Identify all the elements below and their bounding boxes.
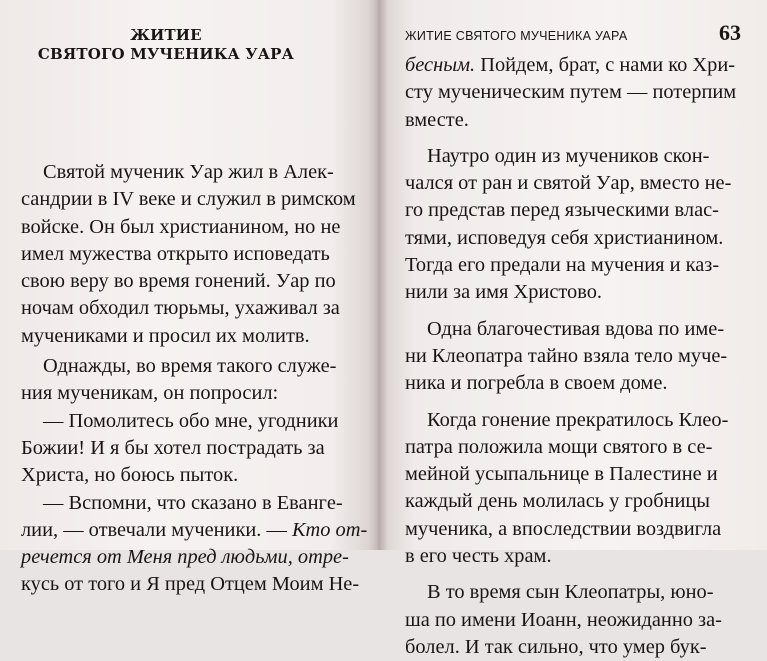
text-line — [405, 52, 745, 79]
text-line: сандрии в IV веке и служил в римском — [21, 188, 356, 211]
text-line: Одна благочестивая вдова по име- — [427, 317, 725, 340]
text-line: Наутро один из мучеников скон- — [427, 144, 710, 167]
right-page — [375, 0, 767, 658]
text-line: ния мученикам, он попросил: — [21, 382, 279, 405]
text-line: мученика, а впоследствии воздвигла — [405, 517, 722, 540]
text-line: Когда гонение прекратилось Клео- — [427, 408, 729, 431]
text-line: патра положила мощи святого в се- — [405, 435, 713, 458]
text-line: Тогда его предали на мучения и каз- — [405, 254, 720, 277]
text-line: мучениками и просил их молитв. — [21, 324, 310, 347]
text-line-plain: лии, — отвечали мученики. — — [21, 518, 287, 541]
text-line: сту мученическим путем — потерпим — [405, 81, 737, 104]
text-line: Святой мученик Уар жил в Алек- — [43, 161, 334, 183]
text-line: — Помолитесь обо мне, угодники — [43, 409, 339, 432]
text-line: нили за имя Христово. — [405, 281, 603, 304]
text-line: Божии! И я бы хотел пострадать за — [21, 436, 325, 459]
text-line: речется от Меня пред людьми, отре- — [21, 546, 349, 569]
text-line-italic: Кто от- — [291, 518, 368, 541]
page-number: 63 — [719, 20, 741, 45]
text-line: Однажды, во время такого служе- — [43, 355, 337, 378]
text-line — [21, 517, 368, 544]
text-line: болел. И так сильно, что умер бук- — [405, 635, 707, 658]
text-line: каждый день молилась у гробницы — [405, 490, 711, 513]
text-line: свою веру во время гонений. Уар по — [21, 270, 336, 293]
text-line: в его честь храм. — [405, 545, 552, 568]
text-line: чался от ран и святой Уар, вместо не- — [405, 172, 732, 195]
left-page-text — [21, 159, 368, 599]
text-line: го представ перед языческими влас- — [405, 199, 719, 222]
text-line: ша по имени Иоанн, неожиданно за- — [405, 608, 722, 631]
text-line: вместе. — [405, 108, 469, 131]
text-line: кусь от того и Я пред Отцем Моим Не- — [21, 573, 360, 596]
text-line: ни Клеопатра тайно взяла тело муче- — [405, 344, 728, 367]
text-line: В то время сын Клеопатры, юно- — [427, 581, 714, 604]
running-header — [405, 20, 741, 46]
chapter-title-line-1: ЖИТИЕ — [130, 26, 202, 44]
text-line: ночам обходил тюрьмы, ухаживал за — [21, 297, 340, 320]
running-head: ЖИТИЕ СВЯТОГО МУЧЕНИКА УАРА — [405, 29, 628, 43]
right-page-text — [405, 52, 745, 661]
text-line: имел мужества открыто исповедать — [21, 242, 330, 265]
chapter-title — [33, 26, 299, 64]
chapter-title-line-2: СВЯТОГО МУЧЕНИКА УАРА — [37, 45, 295, 63]
text-line: — Вспомни, что сказано в Евангe- — [43, 491, 343, 514]
text-line: войске. Он был христианином, но не — [21, 215, 341, 238]
book-gutter-shadow — [368, 0, 388, 550]
text-line: ника и погребла в своем доме. — [405, 372, 668, 395]
text-line-italic: бесным. — [405, 54, 476, 76]
left-page — [0, 0, 375, 596]
text-line: тями, исповедуя себя христианином. — [405, 226, 724, 249]
text-line-plain: Пойдем, брат, с нами ко Хри- — [475, 54, 736, 76]
text-line: мейной усыпальнице в Палестине и — [405, 463, 718, 486]
text-line: Христа, но боюсь пыток. — [21, 464, 239, 487]
